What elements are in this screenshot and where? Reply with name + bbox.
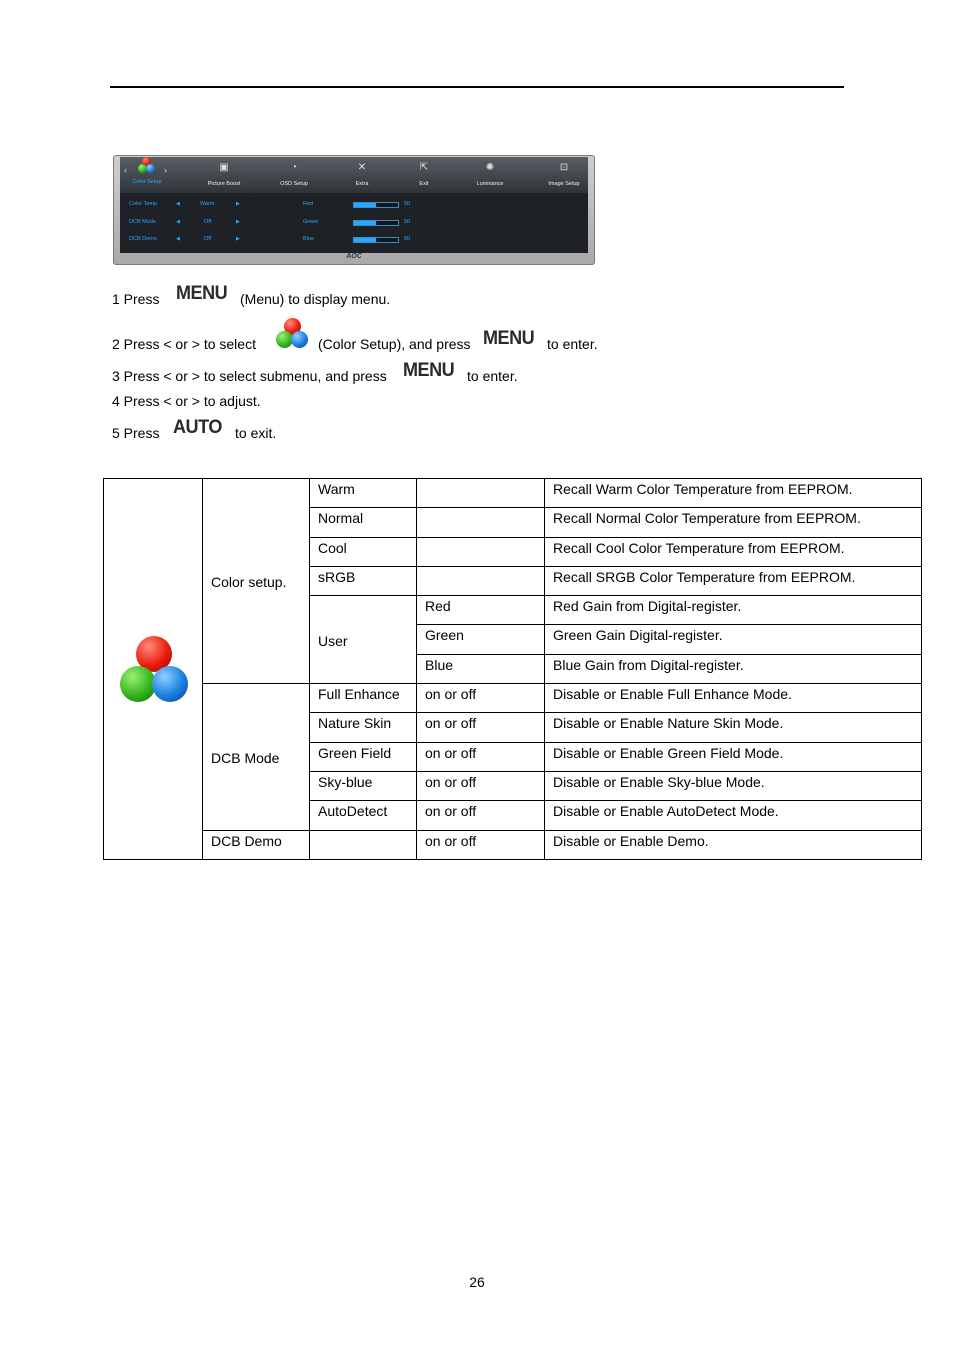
table-row: Normal Recall Normal Color Temperature from EEPROM. xyxy=(104,508,922,537)
table-row: DCB Mode Full Enhance on or off Disable or Enable Full Enhance Mode. xyxy=(104,684,922,713)
item-sky-blue: Sky-blue xyxy=(310,771,417,800)
item-nature-skin: Nature Skin xyxy=(310,713,417,742)
table-row: Nature Skin on or off Disable or Enable Nature Skin Mode. xyxy=(104,713,922,742)
item-warm: Warm xyxy=(310,479,417,508)
osd-level-bar-green xyxy=(353,220,399,226)
osd-tab-luminance: ✺ Luminance xyxy=(466,157,514,193)
table-row: Blue Blue Gain from Digital-register. xyxy=(104,654,922,683)
item-normal: Normal xyxy=(310,508,417,537)
item-srgb: sRGB xyxy=(310,566,417,595)
aoc-logo: AOC xyxy=(346,253,362,260)
page-number: 26 xyxy=(469,1274,485,1290)
color-setup-table xyxy=(103,478,922,860)
table-row: sRGB Recall SRGB Color Temperature from EEPROM. xyxy=(104,566,922,595)
table-row: Color setup. Warm Recall Warm Color Temperature from EEPROM. xyxy=(104,479,922,508)
picture-boost-icon: ▣ xyxy=(219,162,229,173)
category-dcb-demo: DCB Demo xyxy=(203,830,310,859)
item-autodetect: AutoDetect xyxy=(310,801,417,830)
osd-tab-exit: ⇱ Exit xyxy=(408,157,440,193)
table-row: AutoDetect on or off Disable or Enable AutoDetect Mode. xyxy=(104,801,922,830)
osd-setup-icon: ◔ xyxy=(290,162,298,173)
osd-tab-picture-boost: ▣ Picture Boost xyxy=(194,157,254,193)
auto-key-icon: AUTO xyxy=(173,417,222,438)
osd-left-triangle-icon: ◀ xyxy=(176,201,180,207)
header-rule xyxy=(110,86,844,88)
item-full-enhance: Full Enhance xyxy=(310,684,417,713)
menu-key-icon: MENU xyxy=(176,283,228,304)
sub-red: Red xyxy=(417,596,545,625)
osd-left-arrow-icon: ‹ xyxy=(124,165,127,175)
osd-right-arrow-icon: › xyxy=(164,165,167,175)
table-row: Cool Recall Cool Color Temperature from EEPROM. xyxy=(104,537,922,566)
osd-tab-image-setup: ⊡ Image Setup xyxy=(540,157,588,193)
osd-right-triangle-icon: ▶ xyxy=(236,201,240,207)
item-cool: Cool xyxy=(310,537,417,566)
table-row: User Red Red Gain from Digital-register. xyxy=(104,596,922,625)
table-row: Sky-blue on or off Disable or Enable Sky-blue Mode. xyxy=(104,771,922,800)
exit-icon: ⇱ xyxy=(419,162,429,173)
color-setup-icon xyxy=(274,318,310,352)
category-dcb-mode: DCB Mode xyxy=(203,684,310,830)
osd-tab-color-setup: Color Setup xyxy=(126,157,168,193)
osd-row-color-temp: Color Temp. ◀ Warm ▶ Red 50 xyxy=(129,201,411,207)
extra-icon: ✕ xyxy=(357,162,367,173)
osd-tab-bar xyxy=(120,157,588,193)
menu-key-icon: MENU xyxy=(483,328,535,349)
osd-level-bar-red xyxy=(353,202,399,208)
table-icon-cell xyxy=(104,479,203,860)
table-row: DCB Demo on or off Disable or Enable Demo. xyxy=(104,830,922,859)
item-user: User xyxy=(310,596,417,684)
category-color-setup: Color setup. xyxy=(203,479,310,684)
table-row: Green Field on or off Disable or Enable Green Field Mode. xyxy=(104,742,922,771)
osd-left-triangle-icon: ◀ xyxy=(176,219,180,225)
image-setup-icon: ⊡ xyxy=(559,162,569,173)
sub-blue: Blue xyxy=(417,654,545,683)
osd-left-triangle-icon: ◀ xyxy=(176,236,180,242)
osd-panel xyxy=(120,157,588,253)
luminance-icon: ✺ xyxy=(485,162,495,173)
osd-level-bar-blue xyxy=(353,237,399,243)
osd-screenshot xyxy=(113,155,595,265)
osd-tab-osd-setup: ◔ OSD Setup xyxy=(266,157,322,193)
osd-tab-extra: ✕ Extra xyxy=(342,157,382,193)
osd-right-triangle-icon: ▶ xyxy=(236,236,240,242)
osd-row-dcb-mode: DCB Mode ◀ Off ▶ Green 50 xyxy=(129,219,411,225)
osd-right-triangle-icon: ▶ xyxy=(236,219,240,225)
sub-green: Green xyxy=(417,625,545,654)
menu-key-icon: MENU xyxy=(403,360,455,381)
color-setup-icon xyxy=(120,636,190,704)
table-row: Green Green Gain Digital-register. xyxy=(104,625,922,654)
osd-row-dcb-demo: DCB Demo ◀ Off ▶ Blue 50 xyxy=(129,236,411,242)
item-green-field: Green Field xyxy=(310,742,417,771)
